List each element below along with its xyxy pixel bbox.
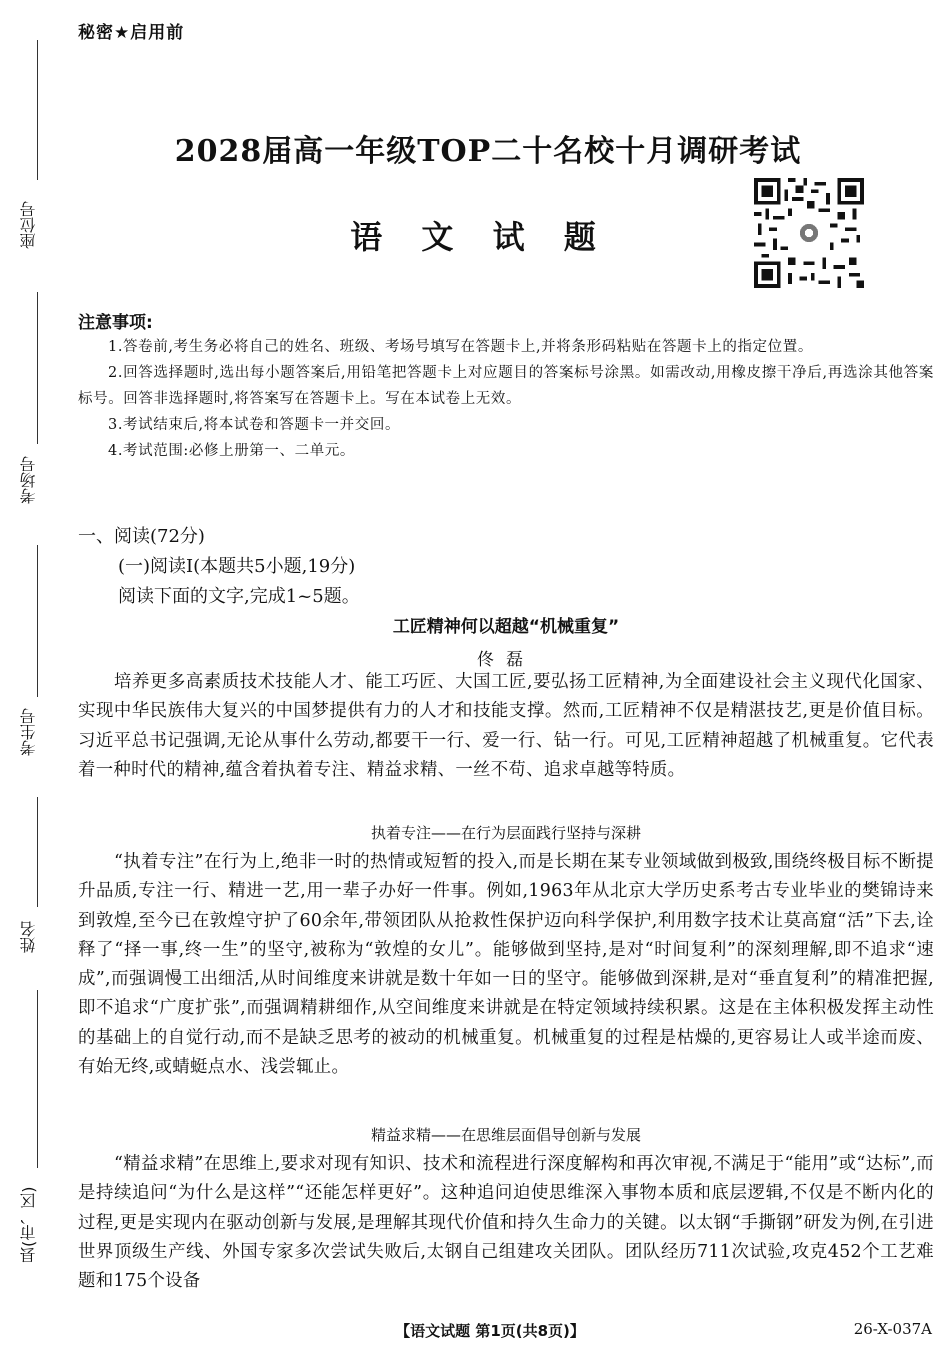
- qr-code-icon: [753, 178, 865, 288]
- article-paragraph: “精益求精”在思维上,要求对现有知识、技术和流程进行深度解构和再次审视,不满足于“能用”或“达标”,而是持续追问“为什么是这样”“还能怎样更好”。这种追问迫使思维深入事物本质和底层逻辑,不仅是不断内化的过程,更是实现内在驱动创新与发展,是理解其现代价值和持久生命力的关键。以太钢“手撕钢”研发为例,在引进世界顶级生产线、外国专家多次尝试失败后,太钢自己组建攻关团队。团队经历711次试验,攻克452个工艺难题和175个设备: [78, 1154, 934, 1292]
- binding-line: [37, 797, 38, 907]
- page-footer: [340, 1320, 640, 1341]
- subject-title: 语 文 试 题: [350, 218, 610, 256]
- page-label: 【语文试题 第1页(共8页)】: [395, 1322, 585, 1340]
- reading-instruction: 阅读下面的文字,完成1~5题。: [118, 586, 360, 607]
- binding-line: [37, 990, 38, 1168]
- notice-item: 1.答卷前,考生务必将自己的姓名、班级、考场号填写在答题卡上,并将条形码粘贴在答题卡上的指定位置。: [108, 339, 813, 355]
- notice-list: [78, 334, 934, 464]
- paper-code: 26-X-037A: [853, 1320, 932, 1338]
- county-label: 县(市、区): [19, 1186, 38, 1264]
- candidate-number-label: 考生号: [19, 708, 38, 757]
- article-paragraph: 培养更多高素质技术技能人才、能工巧匠、大国工匠,要弘扬工匠精神,为全面建设社会主义现代化国家、实现中华民族伟大复兴的中国梦提供有力的人才和技能支撑。然而,工匠精神不仅是精湛技艺,更是价值目标。习近平总书记强调,无论从事什么劳动,都要干一行、爱一行、钻一行。可见,工匠精神超越了机械重复。它代表着一种时代的精神,蕴含着执着专注、精益求精、一丝不苟、追求卓越等特质。: [78, 672, 934, 780]
- notice-item: 3.考试结束后,将本试卷和答题卡一并交回。: [108, 417, 401, 433]
- article-subheading: 执着专注——在行为层面践行坚持与深耕: [370, 824, 641, 842]
- binding-line: [37, 292, 38, 444]
- sub-section-heading: (一)阅读Ⅰ(本题共5小题,19分): [118, 556, 356, 577]
- seat-number-label: 座位号: [19, 201, 38, 249]
- article-paragraph: “执着专注”在行为上,绝非一时的热情或短暂的投入,而是长期在某专业领域做到极致,围绕终极目标不断提升品质,专注一行、精进一艺,用一辈子办好一件事。例如,1963年从北京大学历史系考古专业毕业的樊锦诗来到敦煌,至今已在敦煌守护了60余年,带领团队从抢救性保护迈向科学保护,利用数字技术让莫高窟“活”下去,诠释了“择一事,终一生”的坚守,被称为“敦煌的女儿”。能够做到坚持,是对“时间复利”的深刻理解,即不追求“速成”,而强调慢工出细活,从时间维度来讲就是数十年如一日的坚守。能够做到深耕,是对“垂直复利”的精准把握,即不追求“广度扩张”,而强调精耕细作,从空间维度来讲就是在特定领域持续积累。这是在主体积极发挥主动性的基础上的自觉行动,而不是缺乏思考的被动的机械重复。机械重复的过程是枯燥的,更容易让人或半途而废、有始无终,或蜻蜓点水、浅尝辄止。: [78, 852, 934, 1078]
- notice-item: 4.考试范围:必修上册第一、二单元。: [108, 443, 356, 459]
- exam-room-label: 考场号: [19, 456, 38, 504]
- notice-heading: 注意事项:: [78, 313, 153, 333]
- article-title: 工匠精神何以超越“机械重复”: [392, 617, 620, 637]
- binding-line: [37, 40, 38, 180]
- binding-margin: [0, 0, 60, 1353]
- binding-line: [37, 545, 38, 697]
- name-label: 姓名: [19, 921, 38, 954]
- confidential-label: 秘密★启用前: [78, 23, 185, 43]
- exam-title: 2028届高一年级TOP二十名校十月调研考试: [174, 134, 802, 169]
- article-subheading: 精益求精——在思维层面倡导创新与发展: [370, 1126, 641, 1144]
- notice-item: 2.回答选择题时,选出每小题答案后,用铅笔把答题卡上对应题目的答案标号涂黑。如需改动,用橡皮擦干净后,再选涂其他答案标号。回答非选择题时,将答案写在答题卡上。写在本试卷上无效。: [78, 365, 934, 407]
- section-heading: 一、阅读(72分): [78, 526, 205, 547]
- article-author: 佟磊: [477, 650, 535, 670]
